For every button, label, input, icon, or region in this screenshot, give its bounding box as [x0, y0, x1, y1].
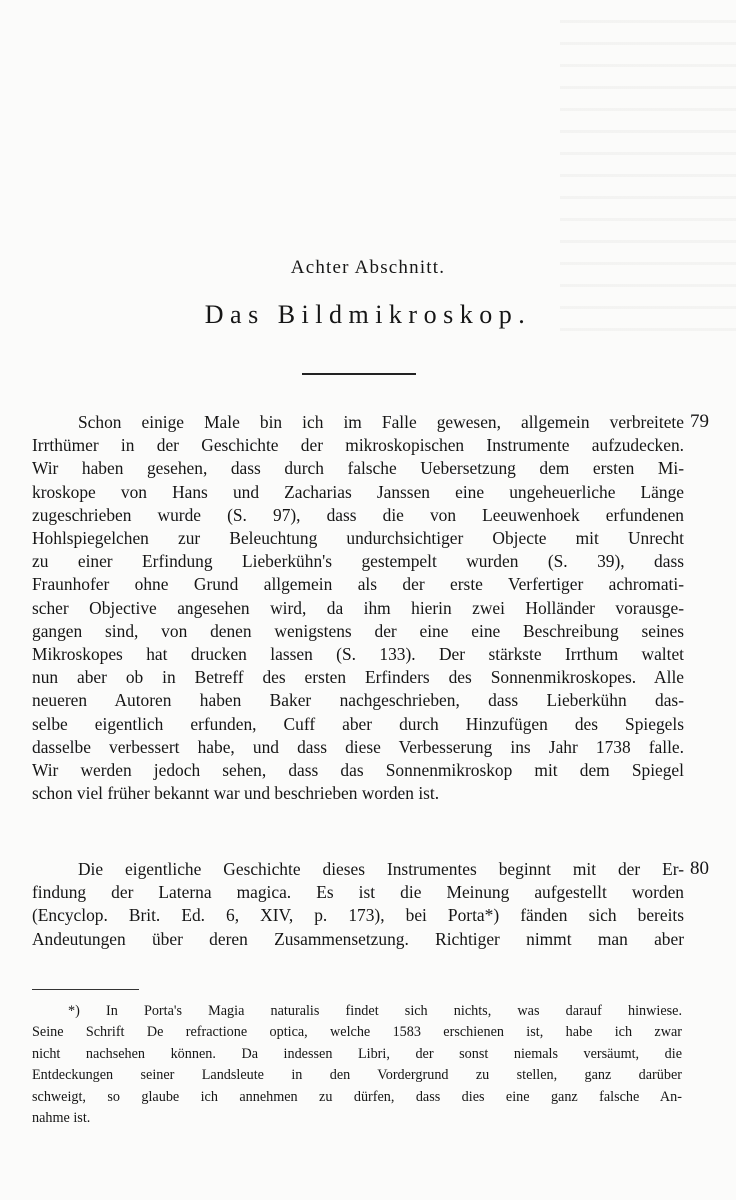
footnote-line: Entdeckungen seiner Landsleute in den Vordergrund zu stellen, ganz darüber — [32, 1067, 682, 1084]
text-line: schon viel früher bekannt war und beschrieben worden ist. — [32, 783, 440, 804]
footnote — [32, 1001, 682, 1129]
footnote-line: *) In Porta's Magia naturalis findet sich nichts, was darauf hinwiese. — [68, 1003, 682, 1019]
title-divider — [302, 373, 416, 375]
footnote-line: nahme ist. — [32, 1110, 91, 1127]
text-line: Wir werden jedoch sehen, dass das Sonnenmikroskop mit dem Spiegel — [32, 760, 684, 781]
text-line: gangen sind, von denen wenigstens der eine eine Beschreibung seines — [32, 620, 684, 641]
text-line: kroskope von Hans und Zacharias Janssen eine ungeheuerliche Länge — [32, 481, 684, 502]
text-line: Schon einige Male bin ich im Falle gewesen, allgemein verbreitete — [78, 412, 684, 432]
text-line: zu einer Erfindung Lieberkühn's gestempelt wurden (S. 39), dass — [32, 551, 684, 572]
text-line: Andeutungen über deren Zusammensetzung. Richtiger nimmt man aber — [32, 928, 684, 949]
text-line: Mikroskopes hat drucken lassen (S. 133). Der stärkste Irrthum waltet — [32, 644, 684, 665]
text-line: findung der Laterna magica. Es ist die Meinung aufgestellt worden — [32, 882, 684, 903]
text-line: Die eigentliche Geschichte dieses Instrumentes beginnt mit der Er- — [78, 859, 684, 879]
margin-number: 80 — [690, 858, 709, 879]
section-heading: Achter Abschnitt. — [290, 257, 446, 278]
footnote-line: schweigt, so glaube ich annehmen zu dürfen, dass dies eine ganz falsche An- — [32, 1088, 682, 1105]
paragraph-2 — [32, 858, 684, 951]
text-line: nun aber ob in Betreff des ersten Erfinders des Sonnenmikroskopes. Alle — [32, 667, 684, 688]
text-line: Irrthümer in der Geschichte der mikroskopischen Instrumente aufzudecken. — [32, 435, 684, 456]
text-line: Fraunhofer ohne Grund allgemein als der erste Verfertiger achromati- — [32, 574, 684, 595]
margin-number: 79 — [690, 411, 709, 432]
paragraph-1 — [32, 411, 684, 805]
text-line: zugeschrieben wurde (S. 97), dass die von Leeuwenhoek erfundenen — [32, 504, 684, 525]
text-line: dasselbe verbessert habe, und dass diese Verbesserung ins Jahr 1738 falle. — [32, 736, 684, 757]
text-line: selbe eigentlich erfunden, Cuff aber durch Hinzufügen des Spiegels — [32, 713, 684, 734]
text-line: neueren Autoren haben Baker nachgeschrieben, dass Lieberkühn das- — [32, 690, 684, 711]
text-line: Hohlspiegelchen zur Beleuchtung undurchsichtiger Objecte mit Unrecht — [32, 528, 684, 549]
text-line: Wir haben gesehen, dass durch falsche Uebersetzung dem ersten Mi- — [32, 458, 684, 479]
text-line: (Encyclop. Brit. Ed. 6, XIV, p. 173), bei Porta*) fänden sich bereits — [32, 905, 684, 926]
footnote-line: Seine Schrift De refractione optica, welche 1583 erschienen ist, habe ich zwar — [32, 1024, 682, 1041]
text-line: scher Objective angesehen wird, da ihm hierin zwei Holländer vorausge- — [32, 597, 684, 618]
chapter-title: Das Bildmikroskop. — [204, 300, 532, 329]
footnote-divider — [32, 989, 139, 990]
footnote-line: nicht nachsehen können. Da indessen Libri, der sonst niemals versäumt, die — [32, 1045, 682, 1062]
